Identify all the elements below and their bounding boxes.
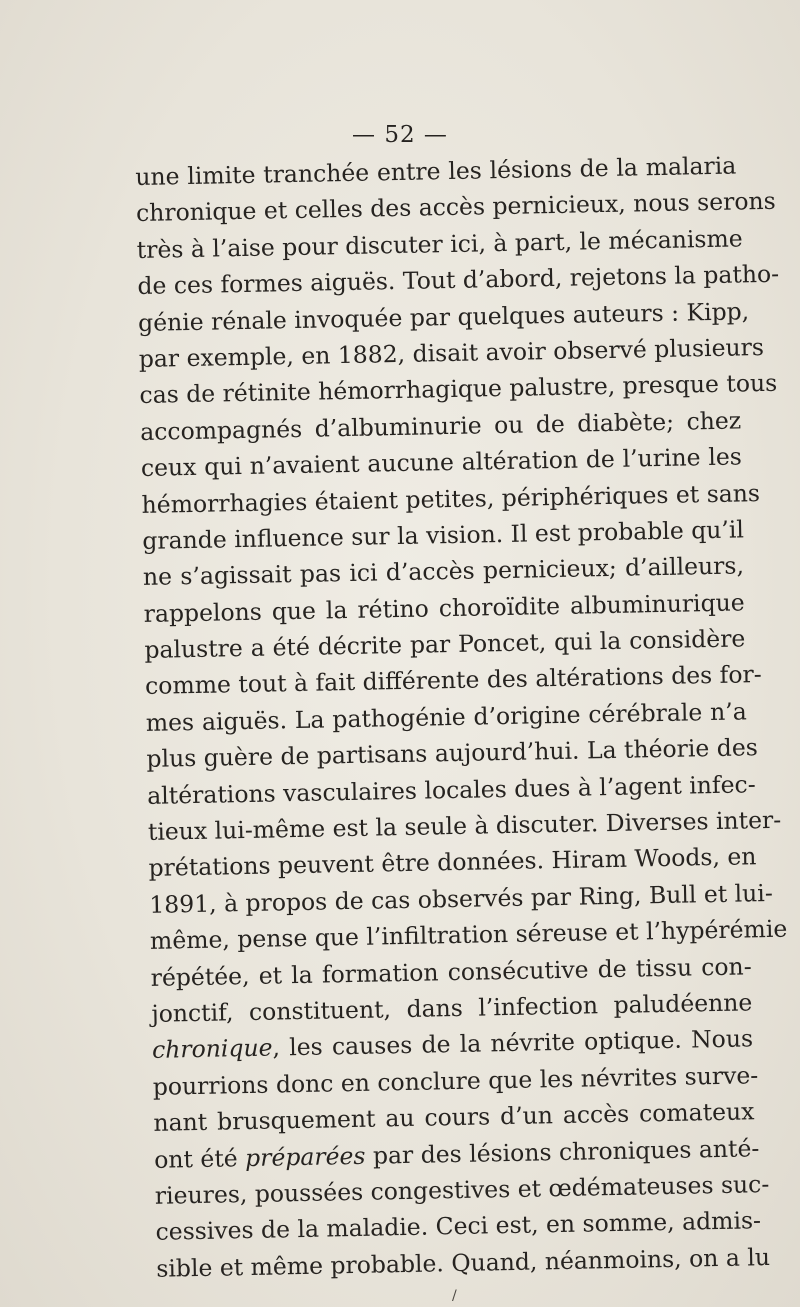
text-segment: de ces formes aiguës. Tout d’abord, rejetons la patho- [137,259,780,301]
text-segment: rieures, poussées congestives et œdémateuses suc- [154,1169,770,1210]
text-segment: palustre a été décrite par Poncet, qui la considère [144,624,746,664]
text-segment: par exemple, en 1882, disait avoir observé plusieurs [138,332,765,373]
text-segment: ont été [153,1143,246,1174]
text-segment: cessives de la maladie. Ceci est, en somme, admis- [155,1206,762,1247]
text-segment: sible et même probable. Quand, néanmoins, on a lu [156,1242,771,1283]
text-segment: jonctif, constituent, dans l’infection paludéenne [151,988,753,1028]
text-segment: mes aiguës. La pathogénie d’origine cérébrale n’a [145,697,747,737]
text-segment: une limite tranchée entre les lésions de la malaria [135,151,737,191]
page-number: — 52 — [352,122,448,148]
text-segment: cas de rétinite hémorrhagique palustre, presque tous [139,369,778,410]
text-segment: comme tout à fait différente des altérations des for- [144,660,762,701]
text-segment: tieux lui-même est la seule à discuter. Diverses inter- [147,805,782,846]
text-segment: nant brusquement au cours d’un accès comateux [153,1097,755,1137]
stray-mark: / [452,1288,457,1304]
text-segment: 1891, à propos de cas observés par Ring, Bull et lui- [149,878,774,919]
text-segment: altérations vasculaires locales dues à l’agent infec- [146,769,756,810]
text-segment: grande influence sur la vision. Il est probable qu’il [142,515,745,555]
text-segment: prétations peuvent être données. Hiram Woods, en [148,842,757,883]
text-segment: chronique et celles des accès pernicieux, nous serons [135,187,776,228]
text-segment: hémorrhagies étaient petites, périphériques et sans [141,478,761,519]
text-segment: rappelons que la rétino choroïdite albuminurique [143,588,745,628]
text-segment: très à l’aise pour discuter ici, à part, le mécanisme [136,224,743,264]
text-segment: même, pense que l’infiltration séreuse et l’hypérémie [149,914,788,956]
text-segment: par des lésions chroniques anté- [365,1133,760,1170]
text-segment: répétée, et la formation consécutive de tissu con- [150,951,752,992]
italic-text: préparées [244,1141,366,1172]
text-segment: pourrions donc en conclure que les névrites surve- [152,1060,759,1101]
body-text [135,147,788,1286]
text-segment: ne s’agissait pas ici d’accès pernicieux; d’ailleurs, [142,551,745,592]
text-segment: , les causes de la névrite optique. Nous [272,1024,754,1062]
text-segment: plus guère de partisans aujourd’hui. La théorie des [146,733,759,774]
text-segment: génie rénale invoquée par quelques auteurs : Kipp, [137,296,750,337]
text-segment: accompagnés d’albuminurie ou de diabète; chez [139,406,742,446]
text-segment: ceux qui n’avaient aucune altération de l’urine les [140,442,743,483]
italic-text: chronique [151,1033,273,1065]
